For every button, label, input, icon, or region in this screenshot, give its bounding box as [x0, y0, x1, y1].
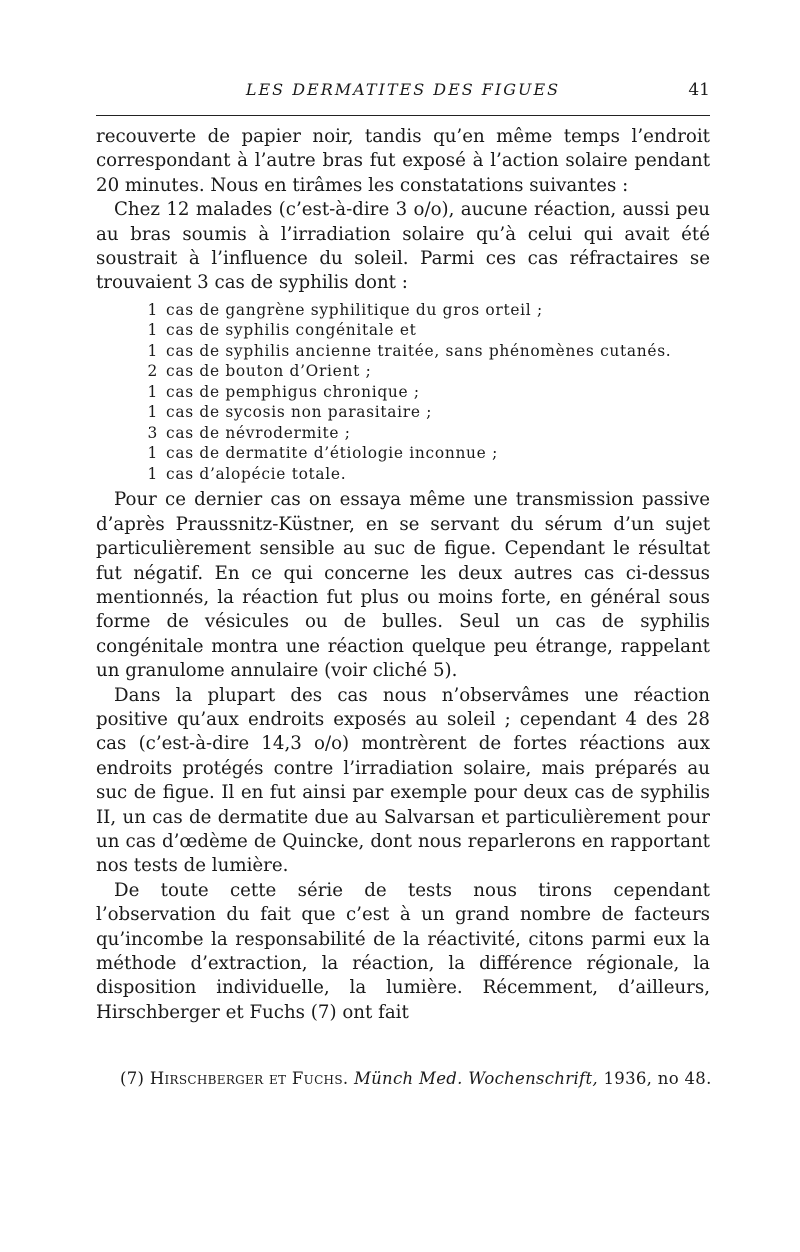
case-list — [96, 300, 710, 485]
page-number: 41 — [688, 80, 710, 100]
case-count: 1 — [147, 321, 158, 340]
footnote-authors: Hirschberger et Fuchs. — [149, 1069, 349, 1088]
list-item — [147, 382, 710, 403]
page-header — [96, 80, 710, 110]
body-text — [96, 125, 710, 1025]
paragraph-1: recouverte de papier noir, tandis qu’en même temps l’endroit correspondant à l’autre bras fut exposé à l’action solaire pendant 20 minutes. Nous en tirâmes les constatations suivantes : — [96, 126, 710, 196]
case-count: 1 — [147, 382, 158, 401]
case-text: cas d’alopécie totale. — [166, 464, 347, 483]
footnote-details: 1936, no 48. — [603, 1069, 712, 1088]
case-text: cas de gangrène syphilitique du gros orteil ; — [166, 300, 543, 319]
list-item — [147, 402, 710, 423]
footnote-journal: Münch Med. Wochenschrift, — [353, 1069, 598, 1088]
running-title: LES DERMATITES DES FIGUES — [245, 80, 561, 99]
case-count: 1 — [147, 403, 158, 422]
case-count: 1 — [147, 341, 158, 360]
case-text: cas de névrodermite ; — [166, 423, 351, 442]
case-count: 1 — [147, 300, 158, 319]
case-text: cas de sycosis non parasitaire ; — [166, 403, 433, 422]
case-text: cas de pemphigus chronique ; — [166, 382, 420, 401]
list-item — [147, 320, 710, 341]
list-item — [147, 423, 710, 444]
case-count: 1 — [147, 444, 158, 463]
list-item — [147, 341, 710, 362]
list-item — [147, 300, 710, 321]
case-text: cas de syphilis congénitale et — [166, 321, 417, 340]
list-item — [147, 443, 710, 464]
footnote-marker: (7) — [120, 1069, 145, 1088]
paragraph-2: Chez 12 malades (c’est-à-dire 3 o/o), aucune réaction, aussi peu au bras soumis à l’irradiation solaire qu’à celui qui avait été soustrait à l’influence du soleil. Parmi ces cas réfractaires se trouvaient 3 cas de syphilis dont : — [96, 199, 710, 294]
header-rule — [96, 115, 710, 116]
case-count: 1 — [147, 464, 158, 483]
case-text: cas de bouton d’Orient ; — [166, 362, 372, 381]
paragraph-5: De toute cette série de tests nous tirons cependant l’observation du fait que c’est à un grand nombre de facteurs qu’incombe la responsabilité de la réactivité, citons parmi eux la méthode d’extraction, la réaction, la différence régionale, la disposition individuelle, la lumière. Récemment, d’ailleurs, Hirschberger et Fuchs (7) ont fait — [96, 879, 710, 1023]
list-item — [147, 464, 710, 485]
list-item — [147, 361, 710, 382]
case-text: cas de syphilis ancienne traitée, sans phénomènes cutanés. — [166, 341, 672, 360]
case-count: 3 — [147, 423, 158, 442]
case-count: 2 — [147, 362, 158, 381]
case-text: cas de dermatite d’étiologie inconnue ; — [166, 444, 498, 463]
paragraph-4: Dans la plupart des cas nous n’observâmes une réaction positive qu’aux endroits exposés au soleil ; cependant 4 des 28 cas (c’est-à-dire 14,3 o/o) montrèrent de fortes réactions aux endroits protégés contre l’irradiation solaire, mais préparés au suc de figue. Il en fut ainsi par exemple pour deux cas de syphilis II, un cas de dermatite due au Salvarsan et particulièrement pour un cas d’œdème de Quincke, dont nous reparlerons en rapportant nos tests de lumière. — [96, 684, 710, 877]
paragraph-3: Pour ce dernier cas on essaya même une transmission passive d’après Praussnitz-Küstner, en se servant du sérum d’un sujet particulièrement sensible au suc de figue. Cependant le résultat fut négatif. En ce qui concerne les deux autres cas ci-dessus mentionnés, la réaction fut plus ou moins forte, en général sous forme de vésicules ou de bulles. Seul un cas de syphilis congénitale montra une réaction quelque peu étrange, rappelant un granulome annulaire (voir cliché 5). — [96, 489, 710, 682]
footnote — [120, 1068, 720, 1090]
